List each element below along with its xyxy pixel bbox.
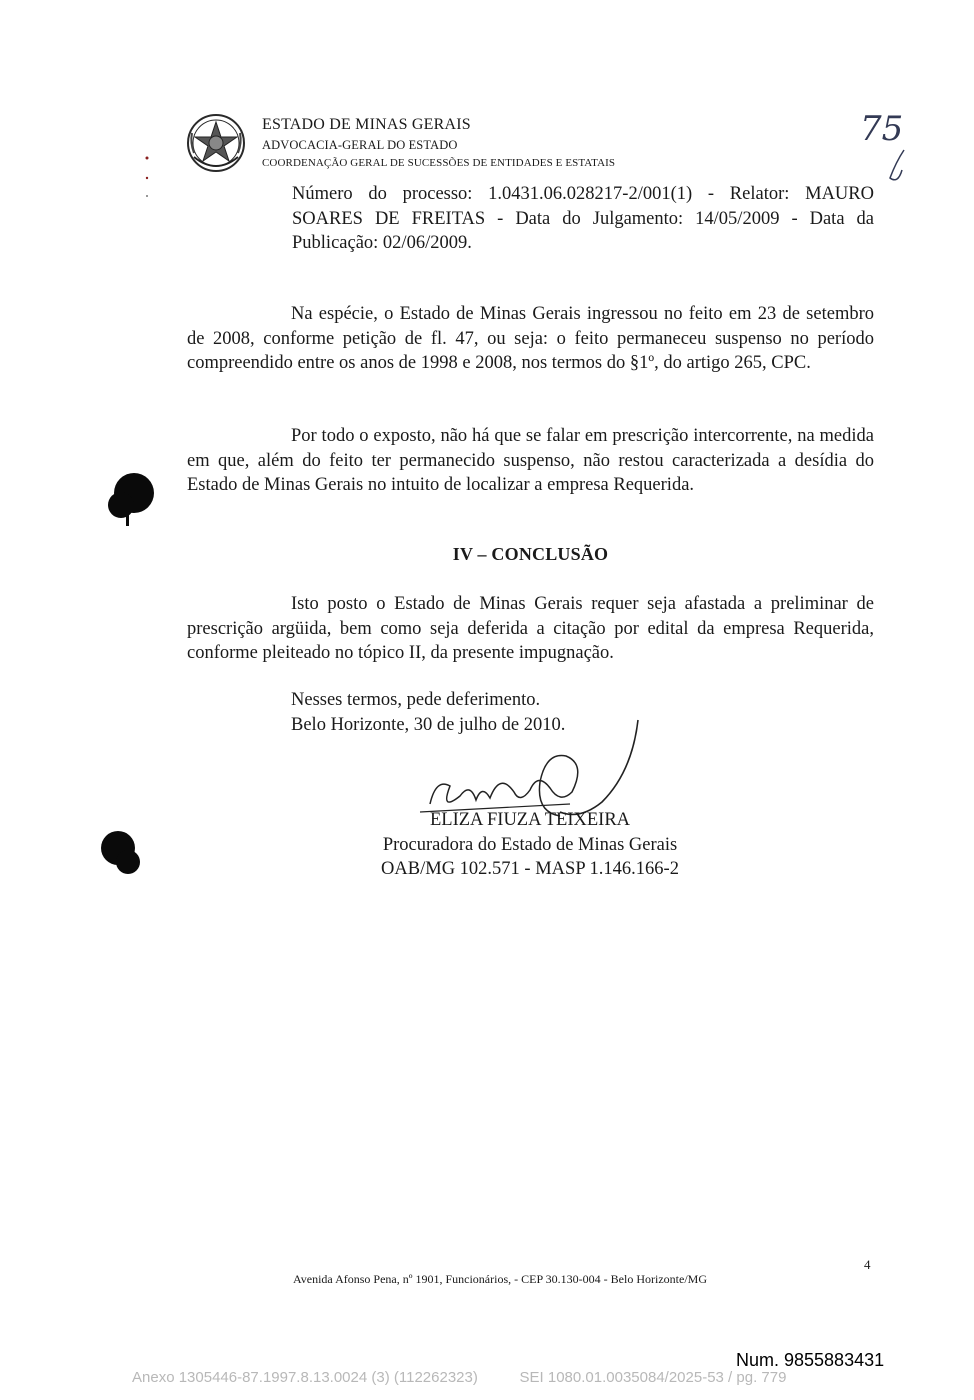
- signatory-registration: OAB/MG 102.571 - MASP 1.146.166-2: [381, 859, 679, 879]
- header-department-name: COORDENAÇÃO GERAL DE SUCESSÕES DE ENTIDADES E ESTATAIS: [262, 157, 616, 169]
- closing-place-date: Belo Horizonte, 30 de julho de 2010.: [291, 714, 566, 735]
- page-number: 4: [864, 1257, 871, 1272]
- svg-text:75: 75: [860, 109, 904, 149]
- body-paragraph-2: Por todo o exposto, não há que se falar em prescrição intercorrente, na medida em que, além do feito ter permanecido suspenso, não restou caracterizada a desídia do Estado de Minas Gerais no intuito de localizar a empresa Requerida.: [187, 426, 874, 495]
- header-state-name: ESTADO DE MINAS GERAIS: [262, 116, 471, 133]
- closing-request: Nesses termos, pede deferimento.: [291, 690, 541, 710]
- document-number-stamp: Num. 9855883431: [736, 1350, 885, 1370]
- header-agency-name: ADVOCACIA-GERAL DO ESTADO: [262, 138, 458, 152]
- margin-dots: [146, 157, 149, 198]
- body-paragraph-1: Na espécie, o Estado de Minas Gerais ingressou no feito em 23 de setembro de 2008, conforme petição de fl. 47, ou seja: o feito permaneceu suspenso no período compreendido entre os anos de 1998 e 2008, nos termos do §1º, do artigo 265, CPC.: [187, 304, 874, 373]
- watermark-sei: SEI 1080.01.0035084/2025-53 / pg. 779: [519, 1369, 787, 1386]
- hole-punch-bottom: [101, 831, 140, 874]
- section-title-conclusion: IV – CONCLUSÃO: [452, 544, 609, 564]
- watermark-reference: [132, 1369, 786, 1386]
- hole-punch-top: [108, 473, 154, 526]
- body-paragraph-3: Isto posto o Estado de Minas Gerais requer seja afastada a preliminar de prescrição argüida, bem como seja deferida a citação por edital da empresa Requerida, conforme pleiteado no tópico II, da presente impugnação.: [187, 594, 874, 663]
- signature-block: [350, 808, 710, 882]
- minas-gerais-crest-icon: [186, 113, 246, 173]
- signatory-role: Procuradora do Estado de Minas Gerais: [382, 834, 678, 855]
- footer-address: Avenida Afonso Pena, nº 1901, Funcionários, - CEP 30.130-004 - Belo Horizonte/MG: [292, 1272, 707, 1286]
- signatory-name: ELIZA FIUZA TEIXEIRA: [429, 810, 631, 830]
- citation-paragraph: Número do processo: 1.0431.06.028217-2/001(1) - Relator: MAURO SOARES DE FREITAS - Data do Julgamento: 14/05/2009 - Data da Publicação: 02/06/2009.: [292, 184, 874, 253]
- watermark-annex: Anexo 1305446-87.1997.8.13.0024 (3) (112262323): [132, 1369, 478, 1386]
